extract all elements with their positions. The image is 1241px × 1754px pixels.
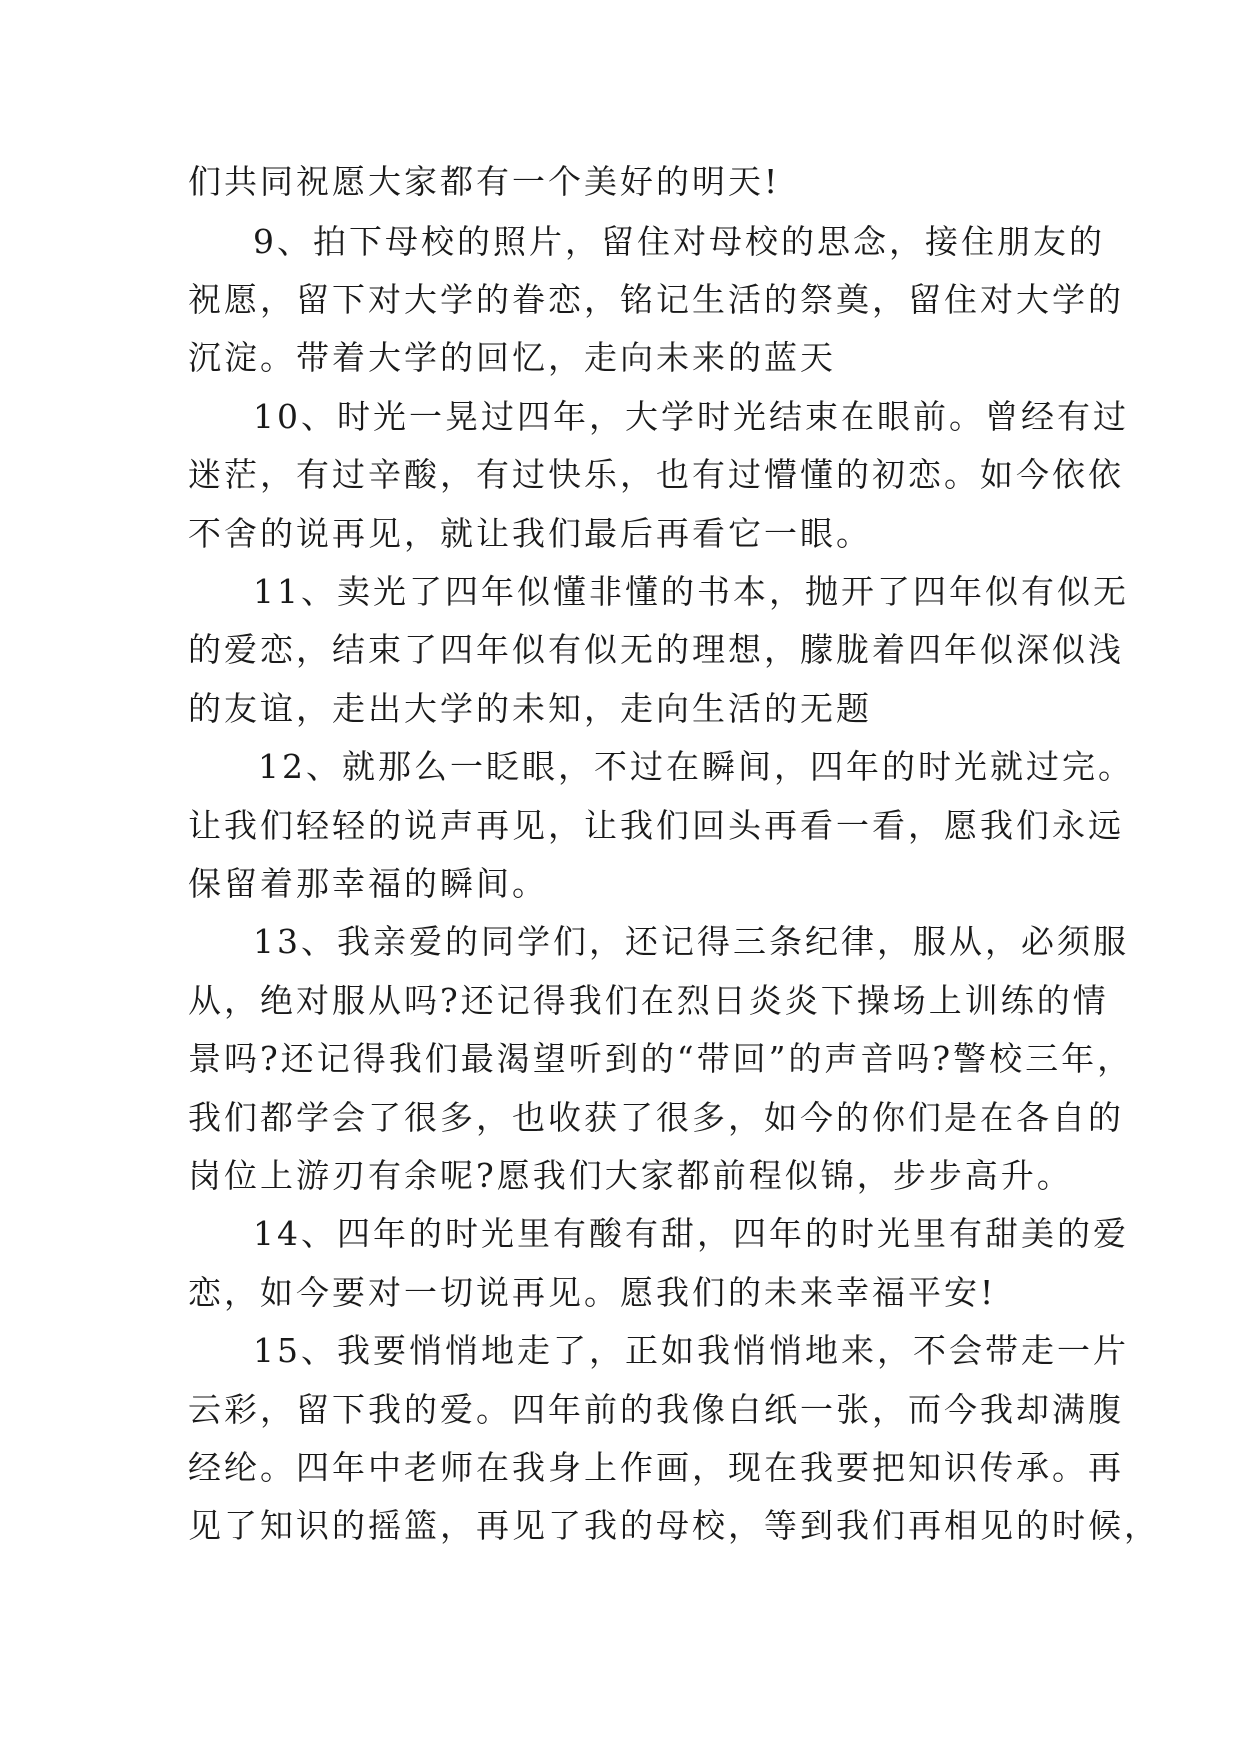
text-line: 景吗?还记得我们最渴望听到的“带回”的声音吗?警校三年， bbox=[188, 1039, 1134, 1078]
text-line: 云彩，留下我的爱。四年前的我像白纸一张，而今我却满腹 bbox=[188, 1390, 1124, 1429]
text-line: 迷茫，有过辛酸，有过快乐，也有过懵懂的初恋。如今依依 bbox=[188, 455, 1124, 494]
text-line: 让我们轻轻的说声再见，让我们回头再看一看，愿我们永远 bbox=[188, 806, 1124, 845]
text-line: 沉淀。带着大学的回忆，走向未来的蓝天 bbox=[188, 338, 836, 377]
text-line: 祝愿，留下对大学的眷恋，铭记生活的祭奠，留住对大学的 bbox=[188, 280, 1124, 319]
text-line: 保留着那幸福的瞬间。 bbox=[188, 864, 548, 903]
text-line: 不舍的说再见，就让我们最后再看它一眼。 bbox=[188, 514, 872, 553]
text-line: 我们都学会了很多，也收获了很多，如今的你们是在各自的 bbox=[188, 1098, 1124, 1137]
paragraph-10-start: 10、时光一晃过四年，大学时光结束在眼前。曾经有过 bbox=[253, 397, 1129, 436]
text-line: 见了知识的摇篮，再见了我的母校，等到我们再相见的时候， bbox=[188, 1506, 1160, 1545]
paragraph-12-start: 12、就那么一眨眼，不过在瞬间，四年的时光就过完。 bbox=[258, 747, 1134, 786]
text-line: 经纶。四年中老师在我身上作画，现在我要把知识传承。再 bbox=[188, 1448, 1124, 1487]
paragraph-14-start: 14、四年的时光里有酸有甜，四年的时光里有甜美的爱 bbox=[253, 1214, 1129, 1253]
text-line: 的爱恋，结束了四年似有似无的理想，朦胧着四年似深似浅 bbox=[188, 630, 1124, 669]
text-line: 们共同祝愿大家都有一个美好的明天! bbox=[188, 162, 781, 201]
paragraph-15-start: 15、我要悄悄地走了，正如我悄悄地来，不会带走一片 bbox=[253, 1331, 1129, 1370]
paragraph-11-start: 11、卖光了四年似懂非懂的书本，抛开了四年似有似无 bbox=[253, 572, 1129, 611]
text-line: 的友谊，走出大学的未知，走向生活的无题 bbox=[188, 689, 872, 728]
paragraph-9-start: 9、拍下母校的照片，留住对母校的思念，接住朋友的 bbox=[253, 222, 1105, 261]
text-line: 恋，如今要对一切说再见。愿我们的未来幸福平安! bbox=[188, 1273, 997, 1312]
paragraph-13-start: 13、我亲爱的同学们，还记得三条纪律，服从，必须服 bbox=[253, 922, 1129, 961]
text-line: 岗位上游刃有余呢?愿我们大家都前程似锦，步步高升。 bbox=[188, 1156, 1073, 1195]
text-line: 从，绝对服从吗?还记得我们在烈日炎炎下操场上训练的情 bbox=[188, 981, 1109, 1020]
